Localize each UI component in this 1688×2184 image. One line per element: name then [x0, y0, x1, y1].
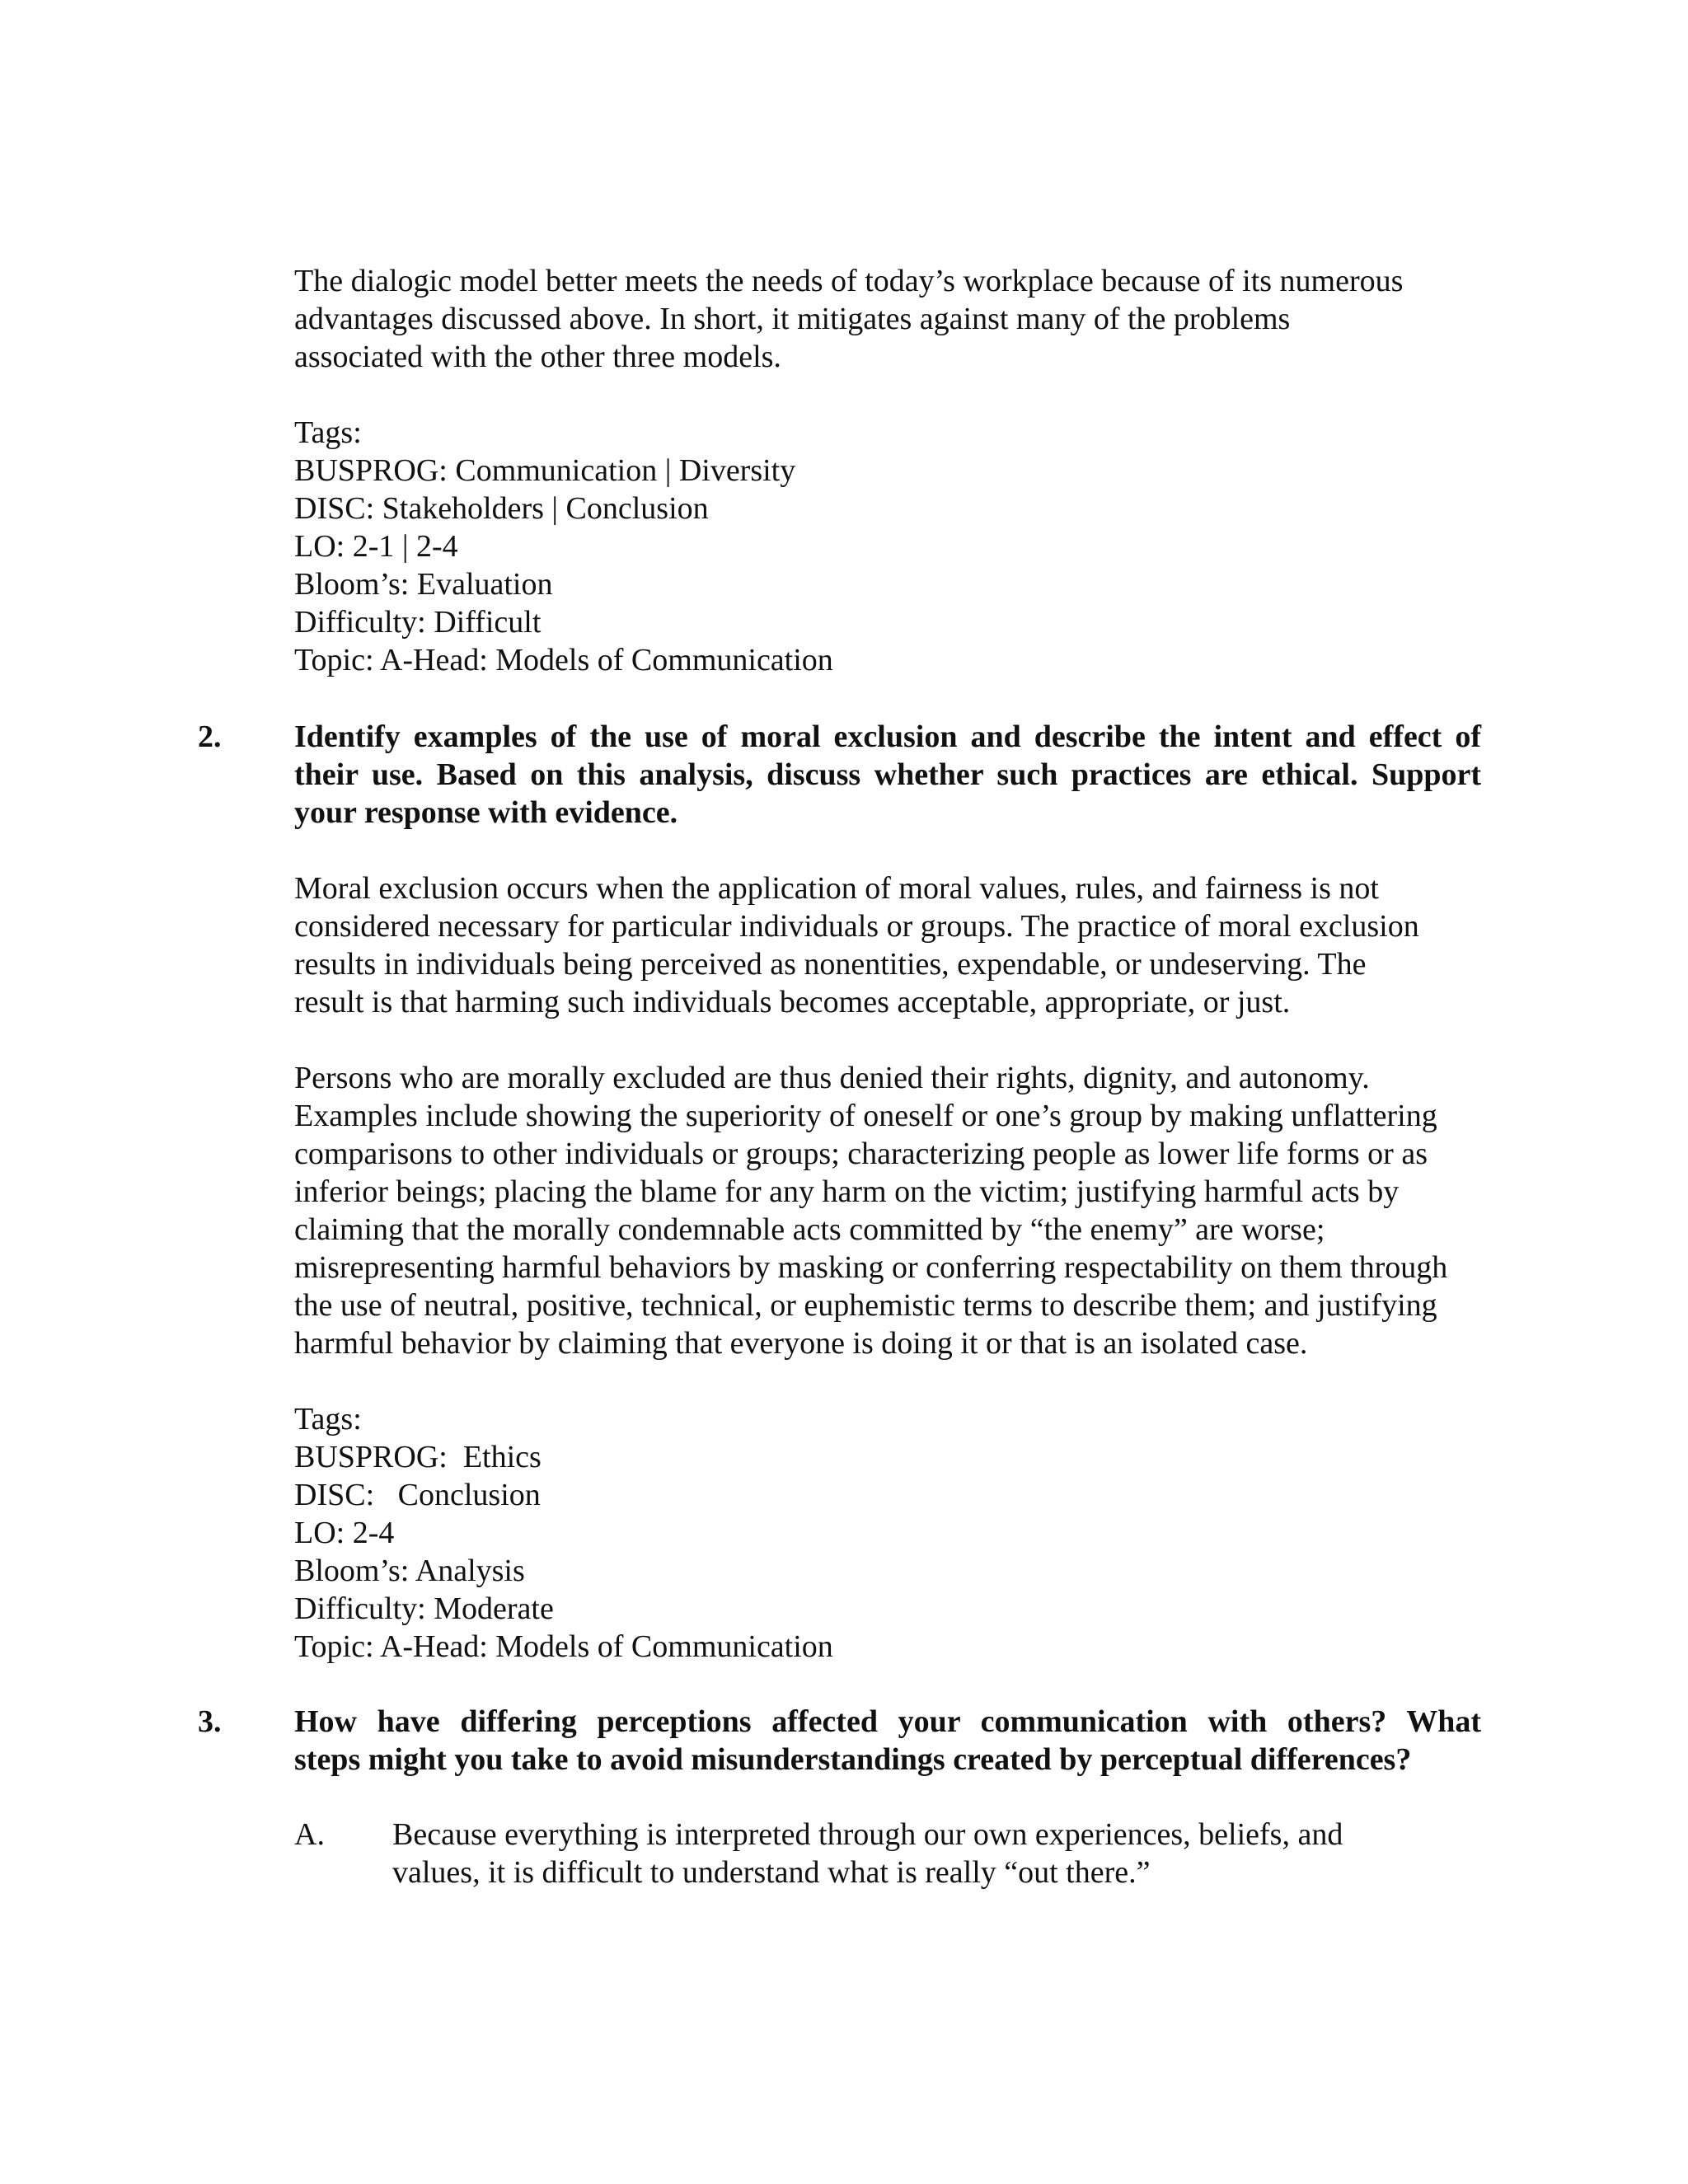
question-2-line: their use. Based on this analysis, discuss whether such practices are ethical. Support: [294, 757, 1481, 792]
tag-disc: DISC: Stakeholders | Conclusion: [294, 491, 709, 526]
question-2-prompt: [294, 718, 1481, 832]
question-3-item-a-text: [392, 1816, 1480, 1891]
question-2-answer-paragraph-2: [294, 1059, 1481, 1362]
tag-busprog: BUSPROG: Ethics: [294, 1440, 542, 1474]
item-a-line: values, it is difficult to understand what is really “out there.”: [392, 1855, 1151, 1890]
answer-line: Examples include showing the superiority of oneself or one’s group by making unflattering: [294, 1099, 1437, 1133]
answer-line: claiming that the morally condemnable acts committed by “the enemy” are worse;: [294, 1212, 1325, 1247]
answer-line: results in individuals being perceived as nonentities, expendable, or undeserving. The: [294, 947, 1367, 982]
tag-difficulty: Difficulty: Difficult: [294, 605, 542, 640]
answer-line: Persons who are morally excluded are thus denied their rights, dignity, and autonomy.: [294, 1061, 1370, 1095]
intro-line: advantages discussed above. In short, it mitigates against many of the problems: [294, 302, 1291, 336]
answer-line: Moral exclusion occurs when the application of moral values, rules, and fairness is not: [294, 871, 1379, 906]
question-2-number: 2.: [198, 719, 222, 754]
question-3-line: How have differing perceptions affected your communication with others? What: [294, 1704, 1481, 1739]
tag-blooms: Bloom’s: Analysis: [294, 1554, 525, 1588]
question-2-line: Identify examples of the use of moral exclusion and describe the intent and effect of: [294, 719, 1481, 754]
tag-blooms: Bloom’s: Evaluation: [294, 567, 553, 602]
answer-line: considered necessary for particular individuals or groups. The practice of moral exclusion: [294, 909, 1419, 944]
tags-heading: Tags:: [294, 415, 362, 450]
answer-line: harmful behavior by claiming that everyone is doing it or that is an isolated case.: [294, 1326, 1308, 1361]
tag-difficulty: Difficulty: Moderate: [294, 1591, 554, 1626]
tags-heading: Tags:: [294, 1402, 362, 1436]
tag-topic: Topic: A-Head: Models of Communication: [294, 643, 833, 677]
question-3-prompt: [294, 1703, 1481, 1779]
tag-lo: LO: 2-1 | 2-4: [294, 529, 458, 564]
tags-block-1: [294, 414, 1481, 679]
question-3-number: 3.: [198, 1704, 222, 1739]
answer-line: comparisons to other individuals or groups; characterizing people as lower life forms or as: [294, 1137, 1428, 1171]
question-2-answer-paragraph-1: [294, 869, 1481, 1021]
question-3-line: steps might you take to avoid misunderstandings created by perceptual differences?: [294, 1742, 1412, 1777]
answer-line: the use of neutral, positive, technical, or euphemistic terms to describe them; and justifying: [294, 1288, 1437, 1323]
question-2-line: your response with evidence.: [294, 795, 678, 830]
intro-line: The dialogic model better meets the needs of today’s workplace because of its numerous: [294, 264, 1404, 298]
item-a-line: Because everything is interpreted through our own experiences, beliefs, and: [392, 1817, 1343, 1852]
intro-paragraph: [294, 262, 1481, 376]
question-3-item-a-letter: A.: [294, 1817, 325, 1852]
tags-block-2: [294, 1400, 1481, 1666]
answer-line: misrepresenting harmful behaviors by masking or conferring respectability on them through: [294, 1250, 1448, 1285]
intro-line: associated with the other three models.: [294, 340, 781, 374]
tag-disc: DISC: Conclusion: [294, 1478, 541, 1512]
answer-line: result is that harming such individuals becomes acceptable, appropriate, or just.: [294, 985, 1291, 1019]
tag-topic: Topic: A-Head: Models of Communication: [294, 1629, 833, 1664]
tag-lo: LO: 2-4: [294, 1516, 395, 1550]
answer-line: inferior beings; placing the blame for any harm on the victim; justifying harmful acts by: [294, 1174, 1400, 1209]
tag-busprog: BUSPROG: Communication | Diversity: [294, 453, 796, 488]
